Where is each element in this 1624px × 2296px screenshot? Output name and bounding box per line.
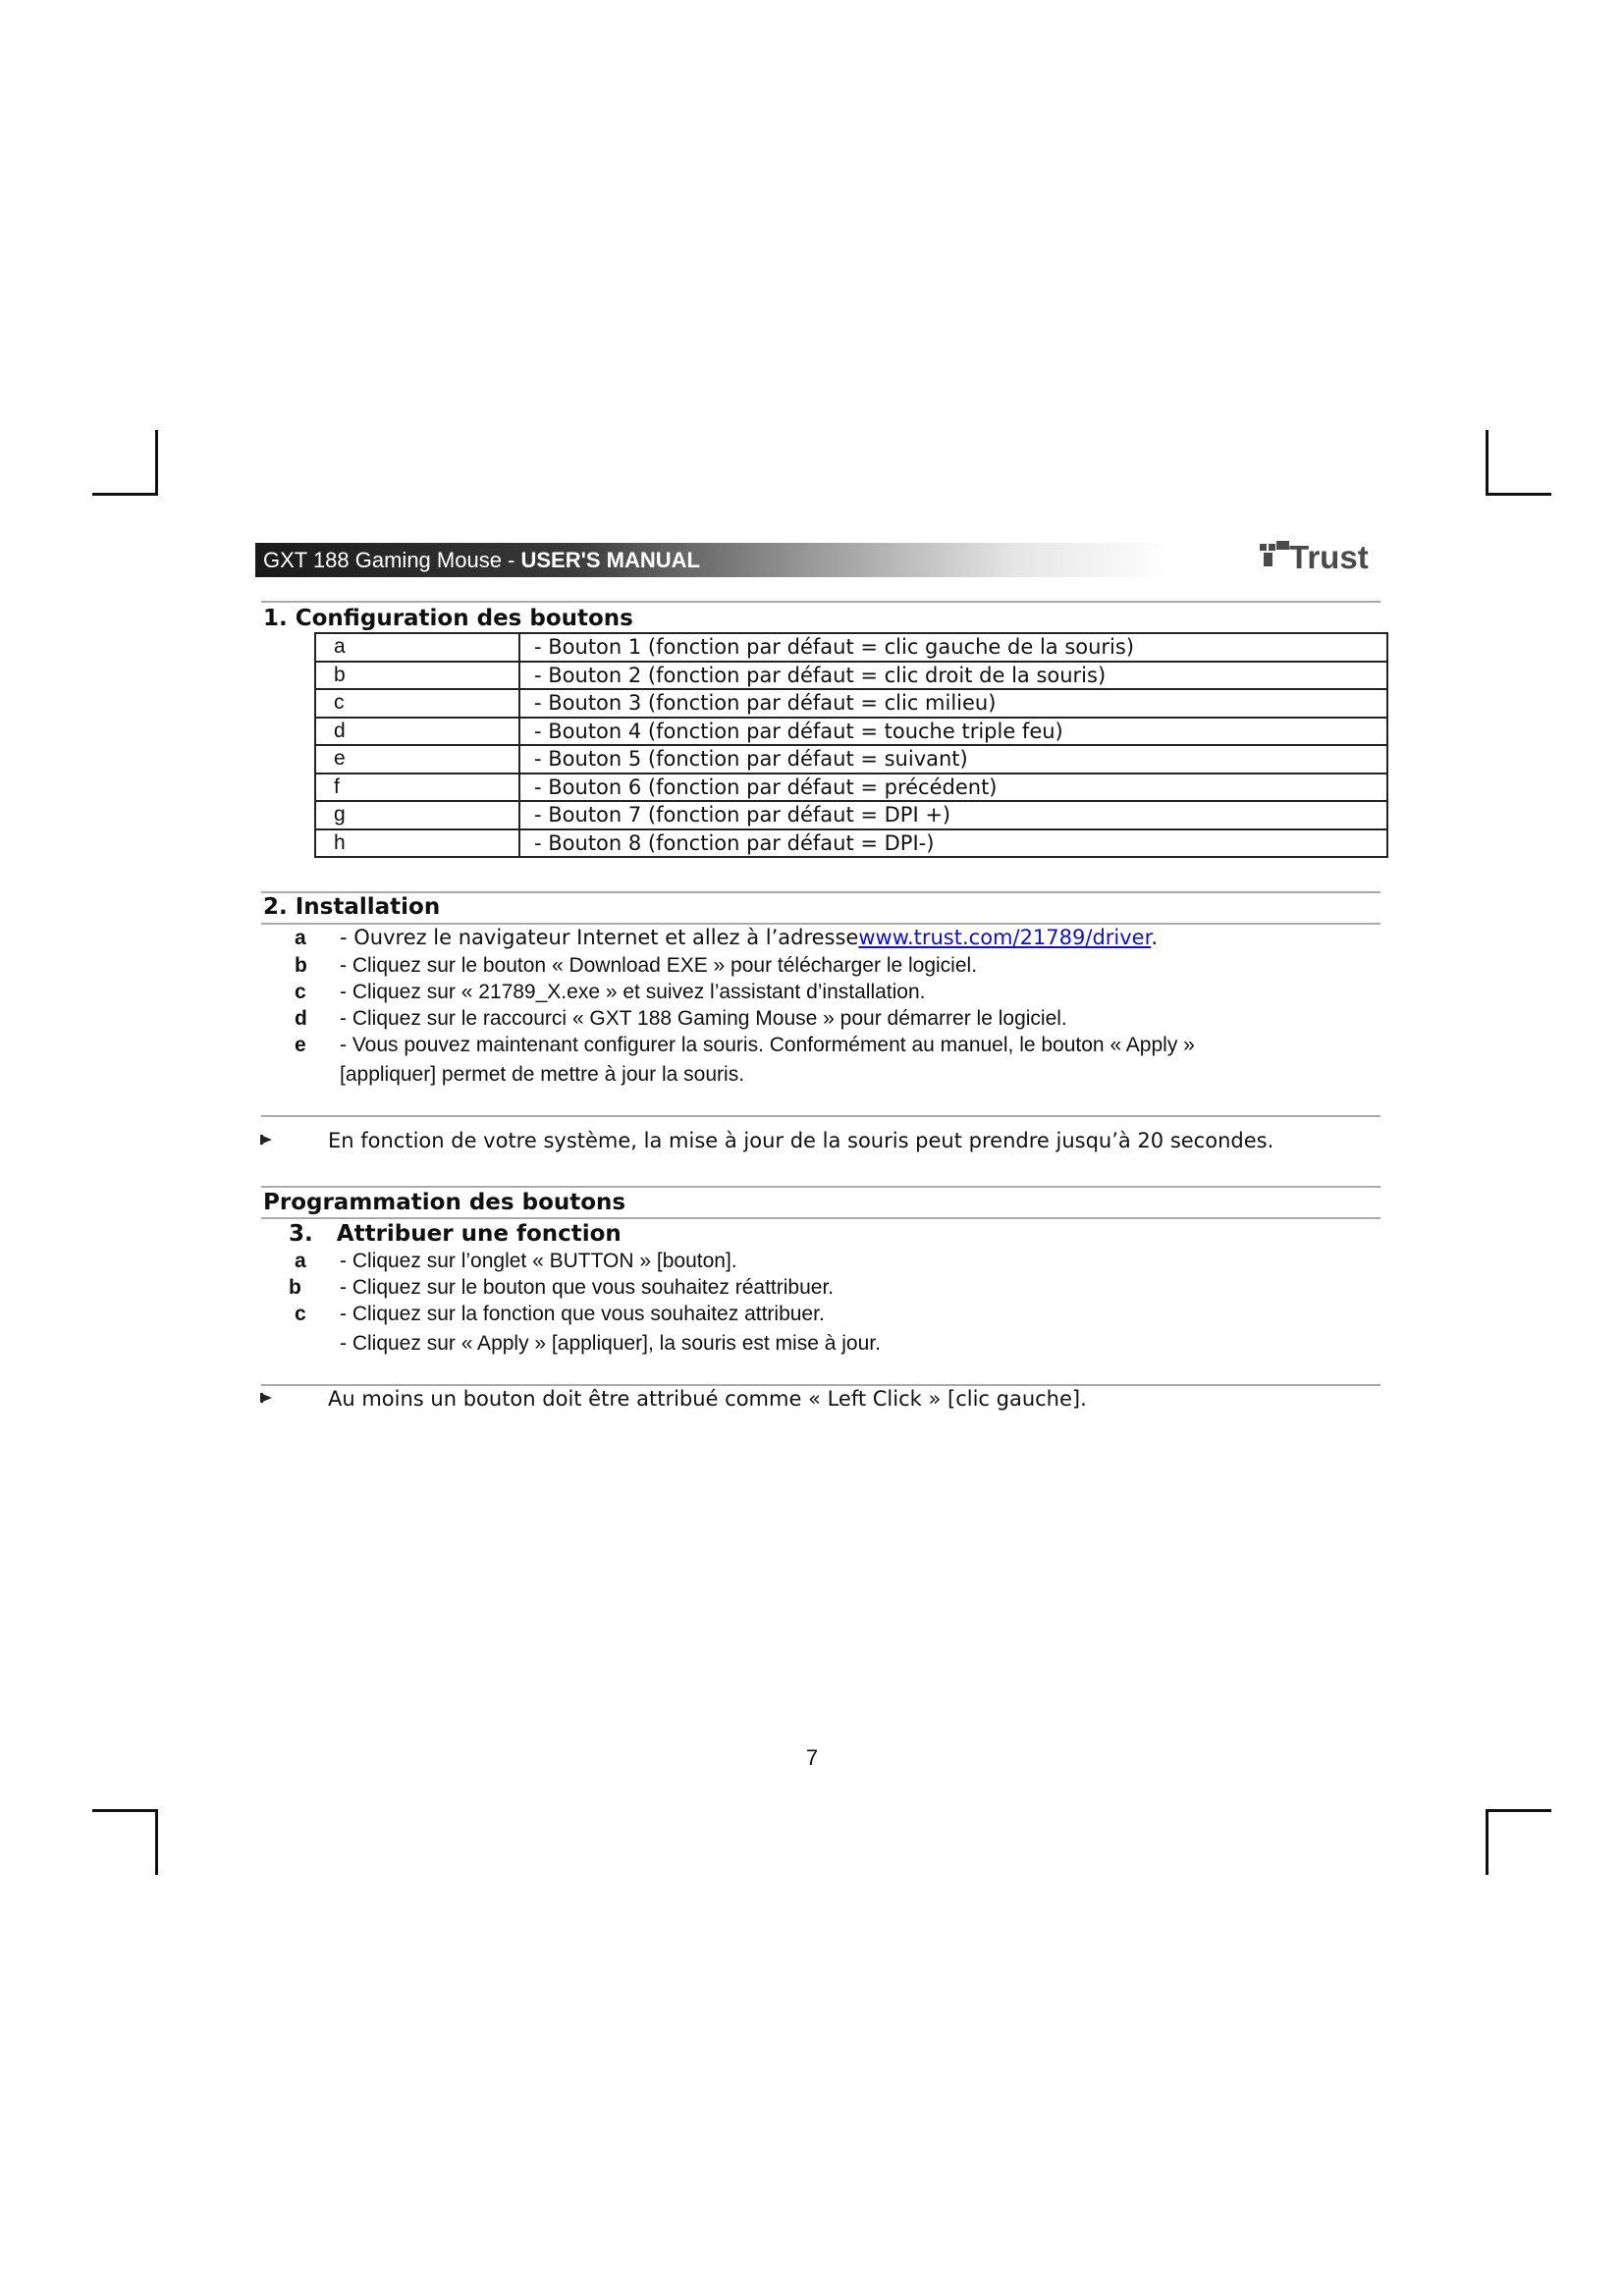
step-text: - Cliquez sur le bouton que vous souhaitez réattribuer.: [340, 1276, 835, 1299]
program-step: [289, 1276, 834, 1300]
divider: [261, 923, 1380, 925]
step-text: - Ouvrez le navigateur Internet et allez à l’adresse: [340, 926, 859, 949]
crop-mark-top-right: [1486, 430, 1551, 496]
note-left-click: [259, 1387, 1087, 1411]
header-manual-label: USER'S MANUAL: [520, 548, 700, 572]
step-key: d: [295, 1007, 307, 1030]
note-update-time: [259, 1129, 1273, 1152]
arrow-marker-icon: [259, 1133, 328, 1150]
button-letter: h: [315, 829, 519, 858]
install-step: [295, 954, 977, 978]
crop-mark-bottom-right: [1486, 1809, 1551, 1875]
step-key: a: [295, 1250, 306, 1272]
table-row: [315, 633, 1387, 662]
table-row: [315, 801, 1387, 829]
trust-logo-text: Trust: [1289, 539, 1369, 575]
table-row: [315, 745, 1387, 774]
step-text: - Cliquez sur le bouton « Download EXE » pour télécharger le logiciel.: [340, 954, 978, 977]
button-letter: b: [315, 662, 519, 690]
button-description: - Bouton 8 (fonction par défaut = DPI-): [519, 829, 1387, 858]
install-step: [295, 926, 1158, 950]
driver-link[interactable]: www.trust.com/21789/driver: [858, 926, 1152, 949]
step-key: e: [295, 1034, 306, 1056]
step-key: a: [295, 927, 306, 949]
note-text: En fonction de votre système, la mise à jour de la souris peut prendre jusqu’à 20 secondes.: [328, 1129, 1274, 1152]
arrow-marker-icon: [259, 1391, 328, 1409]
step-key: b: [289, 1276, 301, 1299]
divider: [261, 891, 1380, 893]
install-step-continued: [295, 1063, 744, 1087]
button-letter: c: [315, 689, 519, 718]
button-description: - Bouton 3 (fonction par défaut = clic milieu): [519, 689, 1387, 718]
subsection-number: 3.: [289, 1221, 313, 1247]
trust-logo-icon: [1260, 540, 1289, 576]
table-row: [315, 718, 1387, 746]
step-text: - Vous pouvez maintenant configurer la souris. Conformément au manuel, le bouton « Apply »: [340, 1034, 1195, 1056]
install-step: [295, 1034, 1195, 1057]
table-row: [315, 689, 1387, 718]
trust-logo-glyph: [1260, 541, 1289, 568]
program-step: [295, 1303, 825, 1326]
step-key: c: [295, 1303, 306, 1325]
table-row: [315, 774, 1387, 802]
divider: [261, 601, 1380, 603]
button-letter: e: [315, 745, 519, 774]
subsection-title: [289, 1221, 622, 1247]
step-text: - Cliquez sur « 21789_X.exe » et suivez l’assistant d’installation.: [340, 981, 926, 1003]
section-title-programmation: Programmation des boutons: [263, 1190, 626, 1215]
step-text-end: .: [1151, 926, 1158, 949]
crop-mark-bottom-left: [92, 1809, 158, 1875]
divider: [261, 1384, 1380, 1386]
note-text: Au moins un bouton doit être attribué comme « Left Click » [clic gauche].: [328, 1387, 1087, 1411]
button-description: - Bouton 2 (fonction par défaut = clic droit de la souris): [519, 662, 1387, 690]
crop-mark-top-left: [92, 430, 158, 496]
section-title-installation: 2. Installation: [263, 894, 441, 920]
buttons-table: [314, 632, 1388, 858]
page-number: 7: [805, 1745, 819, 1770]
button-description: - Bouton 6 (fonction par défaut = précédent): [519, 774, 1387, 802]
section-title-configuration: 1. Configuration des boutons: [263, 606, 633, 631]
step-text: - Cliquez sur l’onglet « BUTTON » [bouton].: [340, 1250, 737, 1272]
table-row: [315, 662, 1387, 690]
step-text: [appliquer] permet de mettre à jour la souris.: [340, 1063, 745, 1086]
divider: [261, 1186, 1380, 1188]
divider: [261, 1115, 1380, 1117]
program-step: [295, 1332, 881, 1356]
button-letter: d: [315, 718, 519, 746]
button-description: - Bouton 7 (fonction par défaut = DPI +): [519, 801, 1387, 829]
install-step: [295, 981, 926, 1004]
manual-header-band: [255, 543, 1375, 577]
step-text: - Cliquez sur la fonction que vous souhaitez attribuer.: [340, 1303, 825, 1325]
button-letter: a: [315, 633, 519, 662]
step-key: b: [295, 954, 307, 977]
program-step: [295, 1250, 737, 1273]
step-text: - Cliquez sur « Apply » [appliquer], la souris est mise à jour.: [340, 1332, 881, 1355]
header-title: [263, 548, 700, 573]
install-step: [295, 1007, 1067, 1031]
divider: [261, 1217, 1380, 1219]
step-text: - Cliquez sur le raccourci « GXT 188 Gaming Mouse » pour démarrer le logiciel.: [340, 1007, 1067, 1030]
button-letter: g: [315, 801, 519, 829]
step-key: c: [295, 981, 306, 1003]
button-letter: f: [315, 774, 519, 802]
subsection-label: Attribuer une fonction: [336, 1221, 622, 1247]
header-product: GXT 188 Gaming Mouse -: [263, 548, 521, 572]
trust-logo: [1260, 539, 1369, 576]
button-description: - Bouton 5 (fonction par défaut = suivant): [519, 745, 1387, 774]
button-description: - Bouton 1 (fonction par défaut = clic gauche de la souris): [519, 633, 1387, 662]
button-description: - Bouton 4 (fonction par défaut = touche triple feu): [519, 718, 1387, 746]
table-row: [315, 829, 1387, 858]
